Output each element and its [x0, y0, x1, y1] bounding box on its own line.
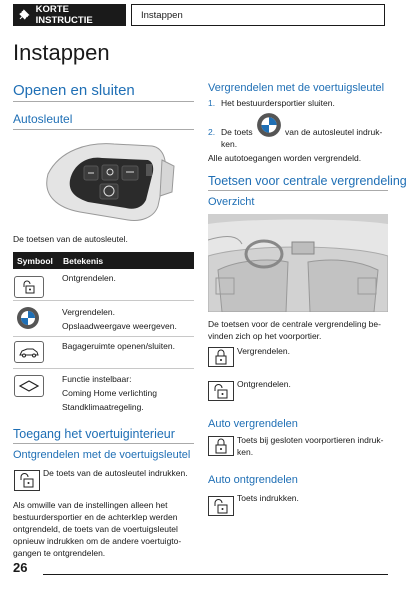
chapter-tag [13, 4, 126, 26]
overview-title: Overzicht [208, 196, 255, 208]
lock-key-title: Vergrendelen met de voertuigsleutel [208, 82, 385, 94]
car-key-illustration [40, 136, 180, 228]
bmw-logo-icon [256, 112, 282, 138]
divider [13, 129, 194, 130]
row-divider [13, 336, 194, 337]
page-title: Instappen [13, 40, 110, 65]
lock-open-icon [14, 276, 44, 298]
table-row-2-line2: Opslaadweergave weergeven. [62, 321, 177, 331]
interior-caption-line-1: De toetsen voor de centrale vergrendeling be- [208, 319, 381, 329]
lock-closed-icon [208, 347, 234, 367]
divider [208, 190, 388, 191]
interior-caption-line-2: vinden zich op het voorportier. [208, 331, 322, 341]
lock-open-icon [208, 496, 234, 516]
divider [13, 443, 194, 444]
unlock-label: Ontgrendelen. [237, 379, 291, 389]
central-locking-title: Toetsen voor centrale vergrendeling [208, 174, 407, 188]
table-row-4-line1: Functie instelbaar: [62, 374, 132, 384]
bmw-logo-icon [16, 306, 40, 330]
table-row-1-text: Ontgrendelen. [62, 273, 116, 283]
unlock-key-step: De toets van de autosleutel indrukken. [43, 468, 188, 478]
paragraph-line-4: opnieuw indrukken om de andere voertuigto- [13, 536, 182, 546]
table-row-4-line2: Coming Home verlichting [62, 388, 157, 398]
car-interior-illustration [208, 214, 388, 312]
pin-icon [18, 9, 30, 21]
row-divider [13, 300, 194, 301]
table-row-2-line1: Vergrendelen. [62, 307, 115, 317]
step-2-post-2: ken. [221, 139, 238, 149]
auto-unlock-text: Toets indrukken. [237, 493, 299, 503]
subtitle-autosleutel: Autosleutel [13, 112, 73, 126]
paragraph-line-2: bestuurdersportier en de achterklep werden [13, 512, 178, 522]
step-2-number: 2. [208, 127, 216, 137]
auto-lock-text-2: ken. [237, 447, 254, 457]
step-2-post: van de autosleutel indruk- [285, 127, 383, 137]
footer-rule [43, 574, 388, 575]
auto-lock-text-1: Toets bij gesloten voorportieren indruk- [237, 435, 384, 445]
paragraph-line-5: gangen te ontgrendelen. [13, 548, 106, 558]
section-title-open-close: Openen en sluiten [13, 82, 135, 99]
row-divider [13, 368, 194, 369]
all-locked-text: Alle autotoegangen worden vergrendeld. [208, 153, 362, 163]
paragraph-line-1: Als omwille van de instellingen alleen het [13, 500, 168, 510]
lock-label: Vergrendelen. [237, 346, 290, 356]
key-caption: De toetsen van de autosleutel. [13, 234, 128, 244]
paragraph-line-3: ontgrendeld, de toets van de voertuigsleutel [13, 524, 178, 534]
unlock-key-title: Ontgrendelen met de voertuigsleutel [13, 449, 191, 461]
divider [13, 101, 194, 102]
breadcrumb: Instappen [131, 4, 385, 26]
auto-unlock-title: Auto ontgrendelen [208, 474, 298, 486]
col-header-symbol: Symbool [17, 256, 53, 266]
chapter-tag-label: KORTE INSTRUCTIE [35, 4, 93, 26]
lock-closed-icon [208, 436, 234, 456]
symbol-table-header [13, 252, 194, 269]
table-row-4-line3: Standklimaatregeling. [62, 402, 144, 412]
lock-open-icon [208, 381, 234, 401]
step-2-pre: De toets [221, 127, 253, 137]
table-row-3-text: Bagageruimte openen/sluiten. [62, 341, 175, 351]
step-1-number: 1. [208, 98, 216, 108]
access-title: Toegang het voertuiginterieur [13, 427, 175, 441]
page-number: 26 [13, 560, 28, 575]
lock-open-icon [14, 470, 40, 491]
col-header-meaning: Betekenis [63, 256, 104, 266]
diamond-icon [14, 375, 44, 397]
car-trunk-icon [14, 341, 44, 363]
step-1-text: Het bestuurdersportier sluiten. [221, 98, 335, 108]
auto-lock-title: Auto vergrendelen [208, 418, 298, 430]
